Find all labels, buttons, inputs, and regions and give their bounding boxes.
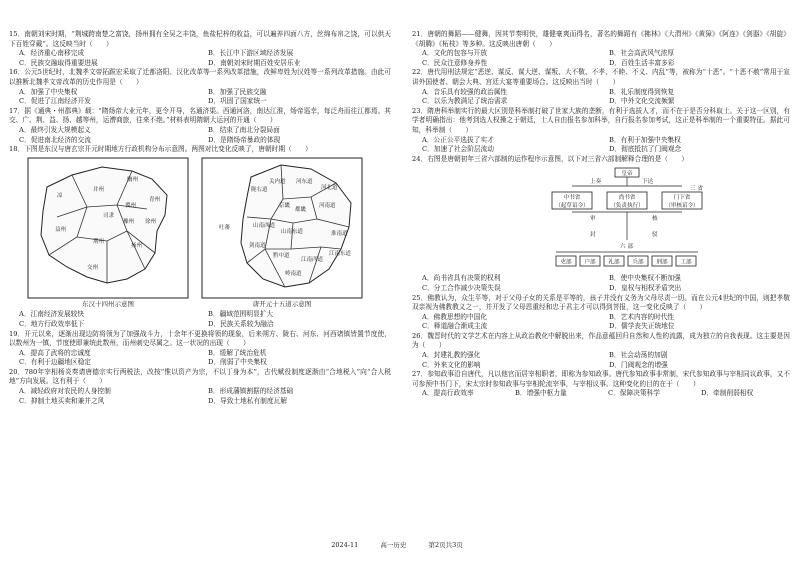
answer-options	[19, 310, 391, 329]
map-tang-kaiyuan-svg	[201, 157, 363, 299]
question-stem: 15．南朝刘宋时期，“荆城跨南楚之富饶，扬州拥有全吴之丰饶，鱼盐杞梓的收益，可以遍养四面八方，丝绵布帛之饶，可以供天下百姓穿戴”。这反映当时（ ）	[9, 30, 391, 48]
answer-option[interactable]: A．加强了中央集权	[19, 87, 78, 96]
map-region-label: 豫州	[123, 218, 135, 225]
answer-option[interactable]: A．最终引发大规模起义	[19, 125, 91, 134]
answer-option[interactable]: A．江南经济发展较快	[19, 310, 85, 319]
answer-option[interactable]: B．长江中下游区域经济发展	[208, 49, 294, 58]
map-region-label: 青州	[149, 196, 161, 203]
footer-subject: 高一历史	[380, 541, 407, 549]
question	[9, 145, 391, 329]
question	[412, 294, 790, 332]
answer-option[interactable]: D．民族关系较为融洽	[208, 319, 274, 328]
answer-option[interactable]: A．公正公平选拔了实才	[422, 135, 494, 144]
answer-options	[19, 49, 391, 68]
question-stem: 23．隋唐科举制实行的最大区别是科举制打破了世家大族的垄断，有利于选拔人才，而不在于是否分科取士。关于这一区别，有学者明确指出：他考到选人权操之于朝廷，士人自由报名参加科举，自行报名参加考试，这正是科举制的一个重要特征。据此可知，科举制（ ）	[412, 106, 790, 134]
shen-label: 审	[590, 216, 596, 223]
map-region-label: 河东道	[296, 178, 313, 185]
map-region-label: 京畿	[279, 202, 291, 209]
answer-option[interactable]: B．形成藩镇割据的经济基础	[208, 387, 294, 396]
question-stem: 25．佛教认为，众生平等，对于父母子女的关系是平等的，孩子并没有义务为父母尽责一切。而在公元4世纪的中国，则把孝敬双亲视为佛教教义之一，并开发了父母恩重经和忠于君主才可以得到菩报，这一变化反映了（ ）	[412, 293, 790, 312]
question-stem: 22．唐代用刑法规定“恶逆、谋反、谋大逆、谋叛、大不敬、不孝、不睦、不义、内乱”等，被称为“十恶”。“十恶不赦”常用于宣讲外国使者、朝会大典、宫廷大宴等重要场合。这反映出当时（ ）	[412, 68, 790, 86]
answer-option[interactable]: D．巩固了国家统一	[208, 97, 267, 106]
ministry-label: 礼部	[608, 259, 620, 266]
map-region-label: 陇右道	[251, 186, 268, 193]
question-stem: 16．公元5世纪时，北魏孝文帝拓跋宏采取了迁都洛阳、汉化改革等一系列改革措施，改鲜卑姓为汉姓等一系列改革措施。由此可以推断北魏孝文帝改革的历史作用是（ ）	[9, 68, 391, 86]
answer-option[interactable]: D．中外文化交流频繁	[609, 97, 675, 106]
map-region-label: 河北道	[321, 184, 338, 191]
answer-option[interactable]: A．提高行政效率	[422, 389, 474, 398]
question	[9, 330, 391, 368]
emperor-label: 皇帝	[621, 171, 633, 178]
answer-option[interactable]: D．儒学丧失正统地位	[609, 322, 675, 331]
answer-option[interactable]: C．外来文化的影响	[422, 360, 481, 369]
sheng-role: （审核诏令）	[665, 203, 699, 210]
question	[9, 368, 391, 406]
answer-option[interactable]: C．民族交融取得重要进展	[19, 58, 98, 67]
answer-option[interactable]: B．社会动荡的加剧	[609, 351, 668, 360]
answer-option[interactable]: C．民众注意修身养性	[422, 58, 488, 67]
question-stem: 17．据《通典・州郡典》载：“隋炀帝大业元年，更令开导，名通济渠。西通河洛，南达江淮，炀帝巡幸，每泛舟而往江都焉。其交、广、荆、益、扬、越等州，运漕商旅，往来不绝。”材料表明隋朝大运河的开通（ ）	[9, 106, 391, 125]
answer-option[interactable]: C．以乐为教满足了统治需求	[422, 97, 508, 106]
question-stem: 27．参知政事沿自唐代，凡以他官而居宰相职者，即称为参知政事。唐代参知政事非常制，宋代参知政事与宰相同议政事，又不可参预中书门下，宋太宗时参知政事与宰相轮流宰事，与宰相议事。这种变化的目的在于（ ）	[412, 370, 790, 388]
map-region-label: 剑南道	[249, 242, 266, 249]
map-region-label: 山南西道	[253, 222, 276, 229]
question	[412, 68, 790, 106]
feng-label: 封	[590, 232, 596, 239]
footer-date: 2024-11	[331, 541, 359, 549]
map-region-label: 山南东道	[281, 228, 304, 235]
question-stem: 21．唐朝的舞蹈——健舞，因其节奏明快，雄健豪爽而得名，著名的舞蹈有《拂林》《大渭州》《黄獐》《阿连》《剑器》《胡旋》《胡腾》《柘枝》等多种。这反映出唐朝（ ）	[412, 30, 790, 48]
map-tang-kaiyuan	[201, 157, 363, 310]
question-stem: 18．下图是东汉与唐玄宗开元时期地方行政机构分布示意图。两图对比变化反映了，唐朝时期（ ）	[9, 145, 312, 154]
answer-option[interactable]: B．社会高武风气浓厚	[609, 49, 675, 58]
answer-option[interactable]: C．地方行政效率低下	[19, 319, 85, 328]
answer-options	[19, 126, 391, 145]
three-departments-diagram	[542, 166, 712, 272]
answer-options	[19, 88, 391, 107]
sheng-name: 中书省	[563, 195, 581, 202]
answer-option[interactable]: A．尚书省具有决策的权利	[422, 274, 501, 283]
answer-option[interactable]: B．加强了民族交融	[208, 87, 267, 96]
answer-option[interactable]: B．结束了南北分裂局面	[208, 125, 280, 134]
question	[412, 370, 790, 399]
answer-options	[422, 274, 790, 293]
answer-option[interactable]: A．文化的包容与开放	[422, 49, 488, 58]
map-region-label: 淮南道	[331, 230, 348, 237]
map-region-label: 凉	[57, 192, 63, 199]
map-region-label: 黔中道	[273, 252, 290, 259]
answer-option[interactable]: C．加速了社会阶层流动	[422, 145, 494, 154]
liubu-label: 六 部	[620, 244, 633, 251]
left-column	[9, 30, 391, 406]
answer-option[interactable]: B．艺术内容的时代性	[609, 312, 675, 321]
question-stem: 26．魏晋时代的文学艺术在内容上从政治教化中解脱出来，作品意蕴回归自然和人性的流露，成为独立的自我表现。这主要是因为（ ）	[412, 331, 790, 350]
answer-option[interactable]: B．缓解了统治危机	[208, 348, 267, 357]
answer-option[interactable]: D．牵制削弱相权	[701, 389, 754, 398]
answer-options	[422, 49, 790, 68]
question	[9, 68, 391, 106]
answer-option[interactable]: A．提高了武将的忠诚度	[19, 348, 91, 357]
sheng-role: （负责执行）	[610, 203, 644, 210]
answer-option[interactable]: D．皇权与相权矛盾突出	[609, 283, 682, 292]
map-region-label: 关内道	[269, 178, 286, 185]
ministry-label: 户部	[584, 259, 596, 266]
question	[9, 107, 391, 145]
map-region-label: 都畿	[295, 206, 307, 213]
map-region-label: 并州	[93, 186, 105, 193]
answer-option[interactable]: C．有利于边疆地区稳定	[19, 358, 91, 367]
answer-option[interactable]: D．门阀观念的增强	[609, 360, 668, 369]
answer-option[interactable]: A．减轻政府对农民的人身控制	[19, 387, 111, 396]
answer-options	[19, 387, 391, 406]
sheng-role: （起草诏令）	[555, 203, 589, 210]
question	[412, 332, 790, 370]
ministry-label: 刑部	[656, 259, 668, 266]
answer-option[interactable]: B．使中央集权不断加强	[609, 274, 681, 283]
map-region-label: 扬州	[131, 242, 143, 249]
map-eastern-han	[27, 157, 189, 310]
map-region-label: 益州	[55, 226, 67, 233]
map-region-label: 徐州	[145, 218, 157, 225]
answer-option[interactable]: D．削弱了中央集权	[208, 358, 267, 367]
xiada-label: 下达	[642, 179, 654, 186]
page-footer	[0, 540, 794, 549]
answer-option[interactable]: D．百姓生活丰富多彩	[609, 58, 675, 67]
answer-option[interactable]: A．经济重心南移完成	[19, 49, 85, 58]
answer-option[interactable]: B．礼乐制度得到恢复	[609, 87, 675, 96]
questions-right-list	[412, 30, 790, 399]
map-tang-kaiyuan-caption: 唐开元十五道示意图	[252, 299, 312, 308]
ministry-label: 工部	[680, 259, 692, 266]
question-stem: 19．开元以来，逐渐出现边防将领为了加强战斗力，十余年不更换将领的现象，后来朔方、陇右、河东、河西诸镇皆置节度使，以数州为一镇，节度使即兼统此数州，而州刺史尽属之。这一状况的出现（ ）	[9, 329, 391, 348]
answer-option[interactable]: D．导致土地私有制度瓦解	[208, 396, 287, 405]
answer-options	[422, 88, 790, 107]
answer-options	[422, 351, 790, 370]
map-region-label: 河南道	[319, 202, 336, 209]
map-region-label: 幽州	[127, 176, 139, 183]
ministry-label: 吏部	[560, 259, 572, 266]
answer-option[interactable]: D．是隋炀帝暴政的体现	[208, 135, 281, 144]
answer-option[interactable]: B．有利于加强中央集权	[609, 135, 681, 144]
answer-options	[422, 389, 790, 399]
answer-option[interactable]: D．彻底抵抗了门阀观念	[609, 145, 682, 154]
map-eastern-han-caption: 东汉十四州示意图	[82, 299, 134, 308]
three-departments-svg	[542, 166, 712, 272]
bo-label: 驳	[652, 232, 658, 239]
map-region-label: 岭南道	[285, 270, 302, 277]
answer-option[interactable]: C．释道融合渐成主流	[422, 322, 488, 331]
question	[9, 30, 391, 68]
ministry-label: 兵部	[632, 259, 644, 266]
answer-option[interactable]: B．增强中枢力量	[515, 389, 567, 398]
answer-option[interactable]: A．佛教思想的中国化	[422, 312, 488, 321]
map-region-label: 冀州	[125, 202, 137, 209]
answer-options	[422, 136, 790, 155]
shangzou-label: 上奏	[590, 179, 602, 186]
answer-option[interactable]: C．促进南北经济的交流	[19, 135, 91, 144]
question-stem: 24．右图是唐朝初年三省六部制的运作程序示意图，以下对三省六部制解释合理的是（ ）	[412, 154, 689, 163]
map-figures	[27, 157, 391, 310]
he-label: 核	[652, 216, 658, 223]
answer-option[interactable]: C．抑制土地买卖和兼并之风	[19, 396, 105, 405]
map-eastern-han-svg	[27, 157, 189, 299]
footer-page: 第2页共3页	[428, 541, 463, 549]
map-region-label: 交州	[87, 264, 99, 271]
question-stem: 20．780年宰相杨炎奏请唐德宗实行两税法，改按“惟以资产为宗，不以丁身为本”，古代赋役制度逐渐由“合地税入”向“合人税地”方向发展。这有利于（ ）	[9, 367, 391, 386]
sheng-name: 尚书省	[618, 195, 636, 202]
answer-options	[19, 349, 391, 368]
map-region-label: 江南西道	[301, 256, 324, 263]
map-region-label: 吐蕃	[219, 224, 231, 231]
question	[412, 30, 790, 68]
question	[412, 155, 790, 294]
map-region-label: 荆州	[93, 238, 105, 245]
map-region-label: 司隶	[103, 212, 115, 219]
answer-option[interactable]: C．保障决策科学	[608, 389, 660, 398]
answer-option[interactable]: A．音乐具有较强的政治属性	[422, 87, 508, 96]
answer-options	[422, 313, 790, 332]
answer-option[interactable]: C．分工合作减少决策失误	[422, 283, 501, 292]
map-region-label: 江南东道	[329, 250, 352, 257]
answer-option[interactable]: D．南朝刘宋时期百姓安居乐业	[208, 58, 301, 67]
answer-option[interactable]: C．促进了江南经济开发	[19, 97, 91, 106]
sansheng-label: 三 省	[690, 186, 703, 193]
questions-left-list	[9, 30, 391, 406]
answer-option[interactable]: A．封建礼教的强化	[422, 351, 481, 360]
answer-option[interactable]: B．疆域范围明显扩大	[208, 310, 274, 319]
question	[412, 107, 790, 155]
right-column	[412, 30, 790, 399]
sheng-name: 门下省	[673, 195, 691, 202]
